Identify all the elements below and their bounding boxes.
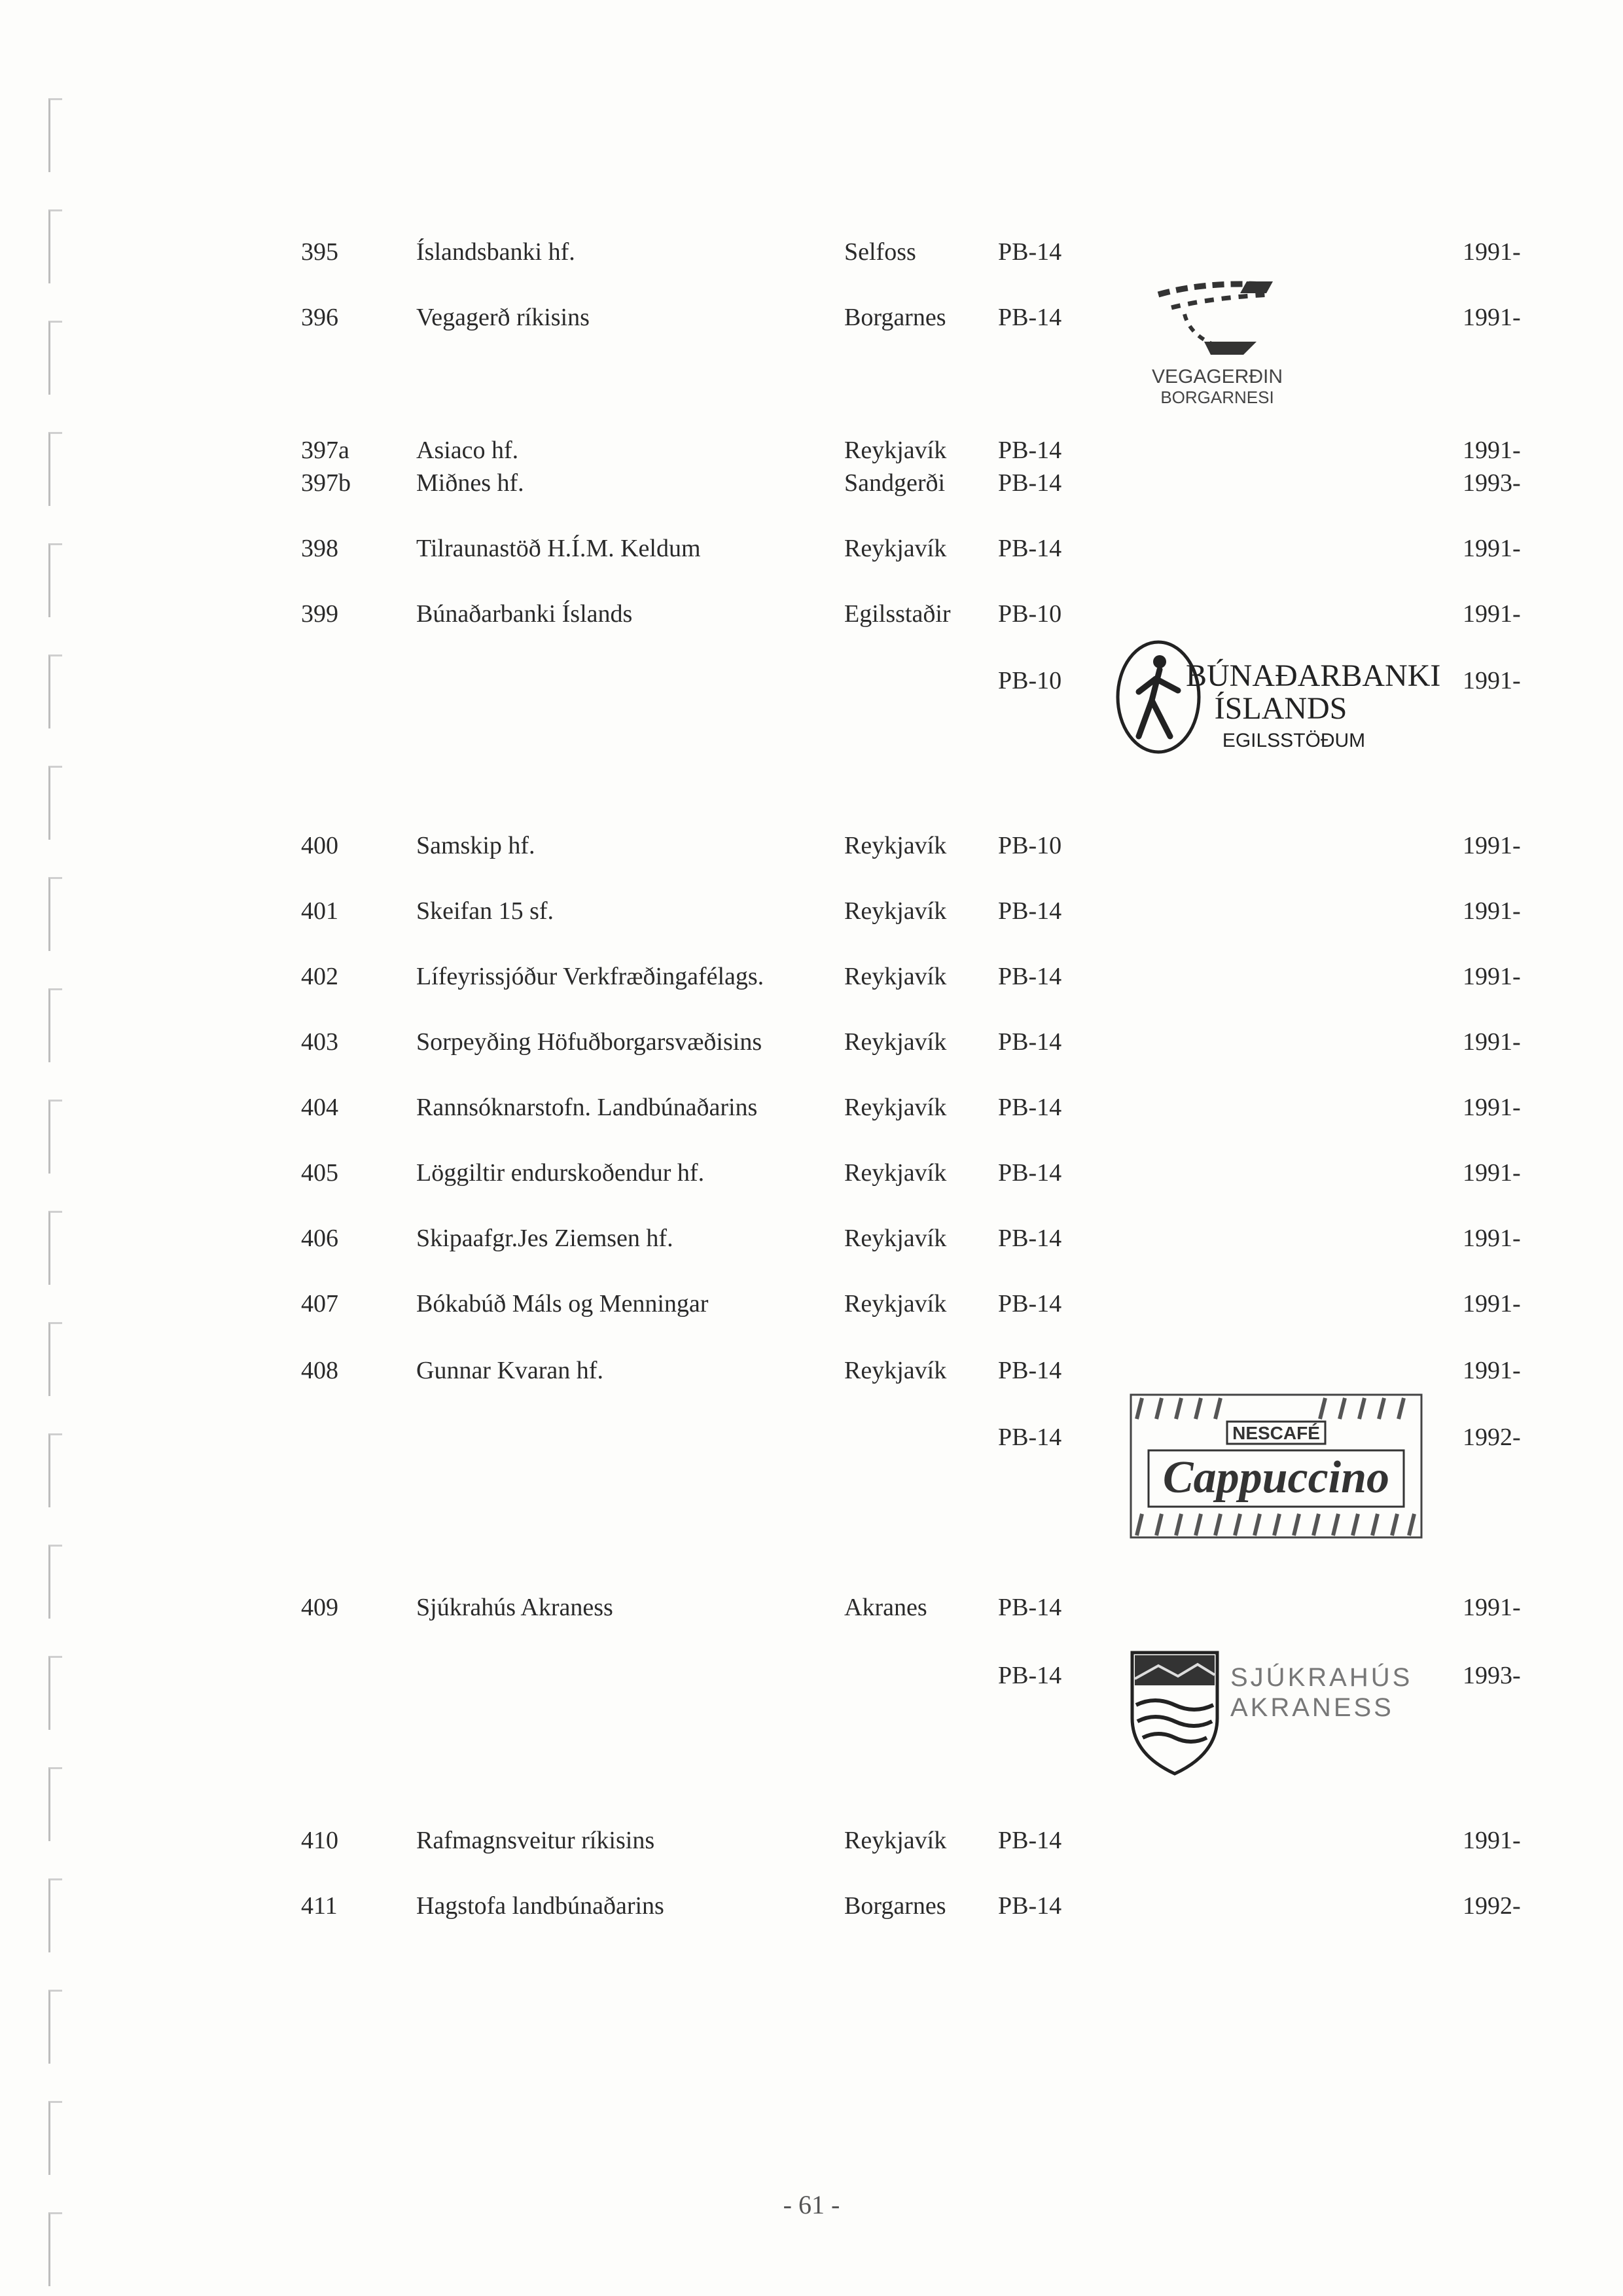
row-company: Miðnes hf. bbox=[416, 469, 524, 497]
row-machine-type: PB-14 bbox=[998, 1594, 1062, 1621]
table-row bbox=[0, 891, 1623, 931]
row-number: 405 bbox=[301, 1159, 338, 1187]
stamp-brand: NESCAFÉ bbox=[1232, 1423, 1320, 1443]
row-number: 399 bbox=[301, 600, 338, 628]
row-year: 1991- bbox=[1463, 897, 1521, 925]
row-machine-type: PB-14 bbox=[998, 304, 1062, 331]
row-number: 407 bbox=[301, 1290, 338, 1318]
row-number: 397a bbox=[301, 437, 349, 464]
row-year: 1991- bbox=[1463, 535, 1521, 562]
row-year: 1993- bbox=[1463, 469, 1521, 497]
row-company: Rannsóknarstofn. Landbúnaðarins bbox=[416, 1094, 758, 1121]
row-town: Egilsstaðir bbox=[844, 600, 951, 628]
table-row bbox=[0, 232, 1623, 272]
row-machine-type: PB-14 bbox=[998, 1094, 1062, 1121]
row-machine-type: PB-14 bbox=[998, 437, 1062, 464]
row-year: 1991- bbox=[1463, 832, 1521, 859]
vegagerdin-stamp bbox=[1113, 268, 1322, 419]
row-company: Rafmagnsveitur ríkisins bbox=[416, 1827, 655, 1854]
binding-hole-marks bbox=[39, 98, 65, 2291]
row-machine-type: PB-14 bbox=[998, 238, 1062, 266]
row-machine-type: PB-14 bbox=[998, 535, 1062, 562]
table-row bbox=[0, 1351, 1623, 1390]
nescafe-cappuccino-stamp bbox=[1129, 1393, 1423, 1539]
row-town: Reykjavík bbox=[844, 1827, 947, 1854]
row-year: 1991- bbox=[1463, 1290, 1521, 1318]
row-machine-type: PB-14 bbox=[998, 897, 1062, 925]
row-company: Sjúkrahús Akraness bbox=[416, 1594, 613, 1621]
row-year: 1991- bbox=[1463, 1159, 1521, 1187]
row-company: Sorpeyðing Höfuðborgarsvæðisins bbox=[416, 1028, 762, 1056]
row-year: 1991- bbox=[1463, 600, 1521, 628]
row-number: 402 bbox=[301, 963, 338, 990]
row-machine-type: PB-14 bbox=[998, 963, 1062, 990]
row-company: Íslandsbanki hf. bbox=[416, 238, 575, 266]
row-company: Vegagerð ríkisins bbox=[416, 304, 590, 331]
row-year: 1991- bbox=[1463, 1094, 1521, 1121]
row-town: Reykjavík bbox=[844, 832, 947, 859]
row-town: Reykjavík bbox=[844, 1357, 947, 1384]
row-company: Löggiltir endurskoðendur hf. bbox=[416, 1159, 705, 1187]
row-number: 400 bbox=[301, 832, 338, 859]
row-year: 1991- bbox=[1463, 667, 1521, 694]
row-town: Reykjavík bbox=[844, 963, 947, 990]
stamp-text-line2: BORGARNESI bbox=[1160, 387, 1274, 407]
row-company: Hagstofa landbúnaðarins bbox=[416, 1892, 664, 1920]
row-company: Samskip hf. bbox=[416, 832, 535, 859]
row-number: 410 bbox=[301, 1827, 338, 1854]
road-logo-icon bbox=[1113, 268, 1322, 367]
row-company: Búnaðarbanki Íslands bbox=[416, 600, 633, 628]
row-number: 395 bbox=[301, 238, 338, 266]
row-year: 1993- bbox=[1463, 1662, 1521, 1689]
table-row bbox=[0, 826, 1623, 865]
stamp-text-line1: VEGAGERÐIN bbox=[1151, 366, 1283, 387]
row-year: 1991- bbox=[1463, 963, 1521, 990]
row-year: 1991- bbox=[1463, 238, 1521, 266]
row-number: 396 bbox=[301, 304, 338, 331]
row-machine-type: PB-14 bbox=[998, 1892, 1062, 1920]
row-machine-type: PB-14 bbox=[998, 1827, 1062, 1854]
row-company: Skipaafgr.Jes Ziemsen hf. bbox=[416, 1225, 673, 1252]
row-year: 1991- bbox=[1463, 1594, 1521, 1621]
row-machine-type: PB-14 bbox=[998, 1424, 1062, 1451]
table-row bbox=[0, 1821, 1623, 1860]
stamp-text-line2: ÍSLANDS bbox=[1214, 691, 1347, 726]
table-row bbox=[0, 1088, 1623, 1127]
row-town: Reykjavík bbox=[844, 1225, 947, 1252]
row-town: Reykjavík bbox=[844, 897, 947, 925]
row-year: 1991- bbox=[1463, 1225, 1521, 1252]
table-row bbox=[0, 594, 1623, 634]
row-town: Reykjavík bbox=[844, 1094, 947, 1121]
row-company: Asiaco hf. bbox=[416, 437, 519, 464]
row-machine-type: PB-14 bbox=[998, 1357, 1062, 1384]
row-number: 411 bbox=[301, 1892, 338, 1920]
row-machine-type: PB-10 bbox=[998, 832, 1062, 859]
row-town: Akranes bbox=[844, 1594, 927, 1621]
table-row bbox=[0, 1886, 1623, 1926]
row-year: 1991- bbox=[1463, 437, 1521, 464]
stamp-text-line1: BÚNAÐARBANKI bbox=[1186, 658, 1441, 693]
row-number: 409 bbox=[301, 1594, 338, 1621]
row-machine-type: PB-14 bbox=[998, 1225, 1062, 1252]
table-row bbox=[0, 1153, 1623, 1193]
row-number: 408 bbox=[301, 1357, 338, 1384]
row-number: 403 bbox=[301, 1028, 338, 1056]
stamp-text-line1: SJÚKRAHÚS bbox=[1230, 1663, 1413, 1692]
row-town: Reykjavík bbox=[844, 1290, 947, 1318]
table-row bbox=[0, 529, 1623, 568]
row-machine-type: PB-14 bbox=[998, 1662, 1062, 1689]
row-machine-type: PB-14 bbox=[998, 1159, 1062, 1187]
row-year: 1991- bbox=[1463, 1827, 1521, 1854]
table-row bbox=[0, 957, 1623, 996]
row-year: 1991- bbox=[1463, 1357, 1521, 1384]
row-town: Sandgerði bbox=[844, 469, 946, 497]
stamp-text-line3: EGILSSTÖÐUM bbox=[1222, 730, 1366, 751]
table-row bbox=[0, 1588, 1623, 1627]
row-machine-type: PB-14 bbox=[998, 1290, 1062, 1318]
table-row bbox=[0, 1284, 1623, 1323]
row-year: 1992- bbox=[1463, 1892, 1521, 1920]
table-row bbox=[0, 298, 1623, 337]
table-row bbox=[0, 463, 1623, 503]
table-row bbox=[0, 1022, 1623, 1062]
row-town: Reykjavík bbox=[844, 535, 947, 562]
row-machine-type: PB-10 bbox=[998, 667, 1062, 694]
row-company: Bókabúð Máls og Menningar bbox=[416, 1290, 709, 1318]
row-company: Tilraunastöð H.Í.M. Keldum bbox=[416, 535, 701, 562]
row-machine-type: PB-14 bbox=[998, 1028, 1062, 1056]
row-year: 1991- bbox=[1463, 1028, 1521, 1056]
row-machine-type: PB-14 bbox=[998, 469, 1062, 497]
row-year: 1992- bbox=[1463, 1424, 1521, 1451]
row-machine-type: PB-10 bbox=[998, 600, 1062, 628]
row-number: 406 bbox=[301, 1225, 338, 1252]
table-row bbox=[0, 1219, 1623, 1258]
coat-of-arms-icon bbox=[1126, 1640, 1224, 1777]
row-town: Reykjavík bbox=[844, 1159, 947, 1187]
row-year: 1991- bbox=[1463, 304, 1521, 331]
row-number: 404 bbox=[301, 1094, 338, 1121]
row-number: 397b bbox=[301, 469, 351, 497]
row-town: Reykjavík bbox=[844, 1028, 947, 1056]
stamp-product: Cappuccino bbox=[1162, 1452, 1390, 1503]
stamp-text-line2: AKRANESS bbox=[1230, 1693, 1394, 1722]
row-town: Selfoss bbox=[844, 238, 916, 266]
page-number: - 61 - bbox=[783, 2190, 840, 2219]
sjukrahus-stamp bbox=[1126, 1640, 1414, 1777]
row-company: Gunnar Kvaran hf. bbox=[416, 1357, 603, 1384]
row-number: 401 bbox=[301, 897, 338, 925]
row-town: Borgarnes bbox=[844, 1892, 946, 1920]
row-company: Lífeyrissjóður Verkfræðingafélags. bbox=[416, 963, 764, 990]
row-town: Borgarnes bbox=[844, 304, 946, 331]
row-town: Reykjavík bbox=[844, 437, 947, 464]
bunadarbanki-stamp bbox=[1113, 638, 1441, 782]
row-company: Skeifan 15 sf. bbox=[416, 897, 554, 925]
row-number: 398 bbox=[301, 535, 338, 562]
